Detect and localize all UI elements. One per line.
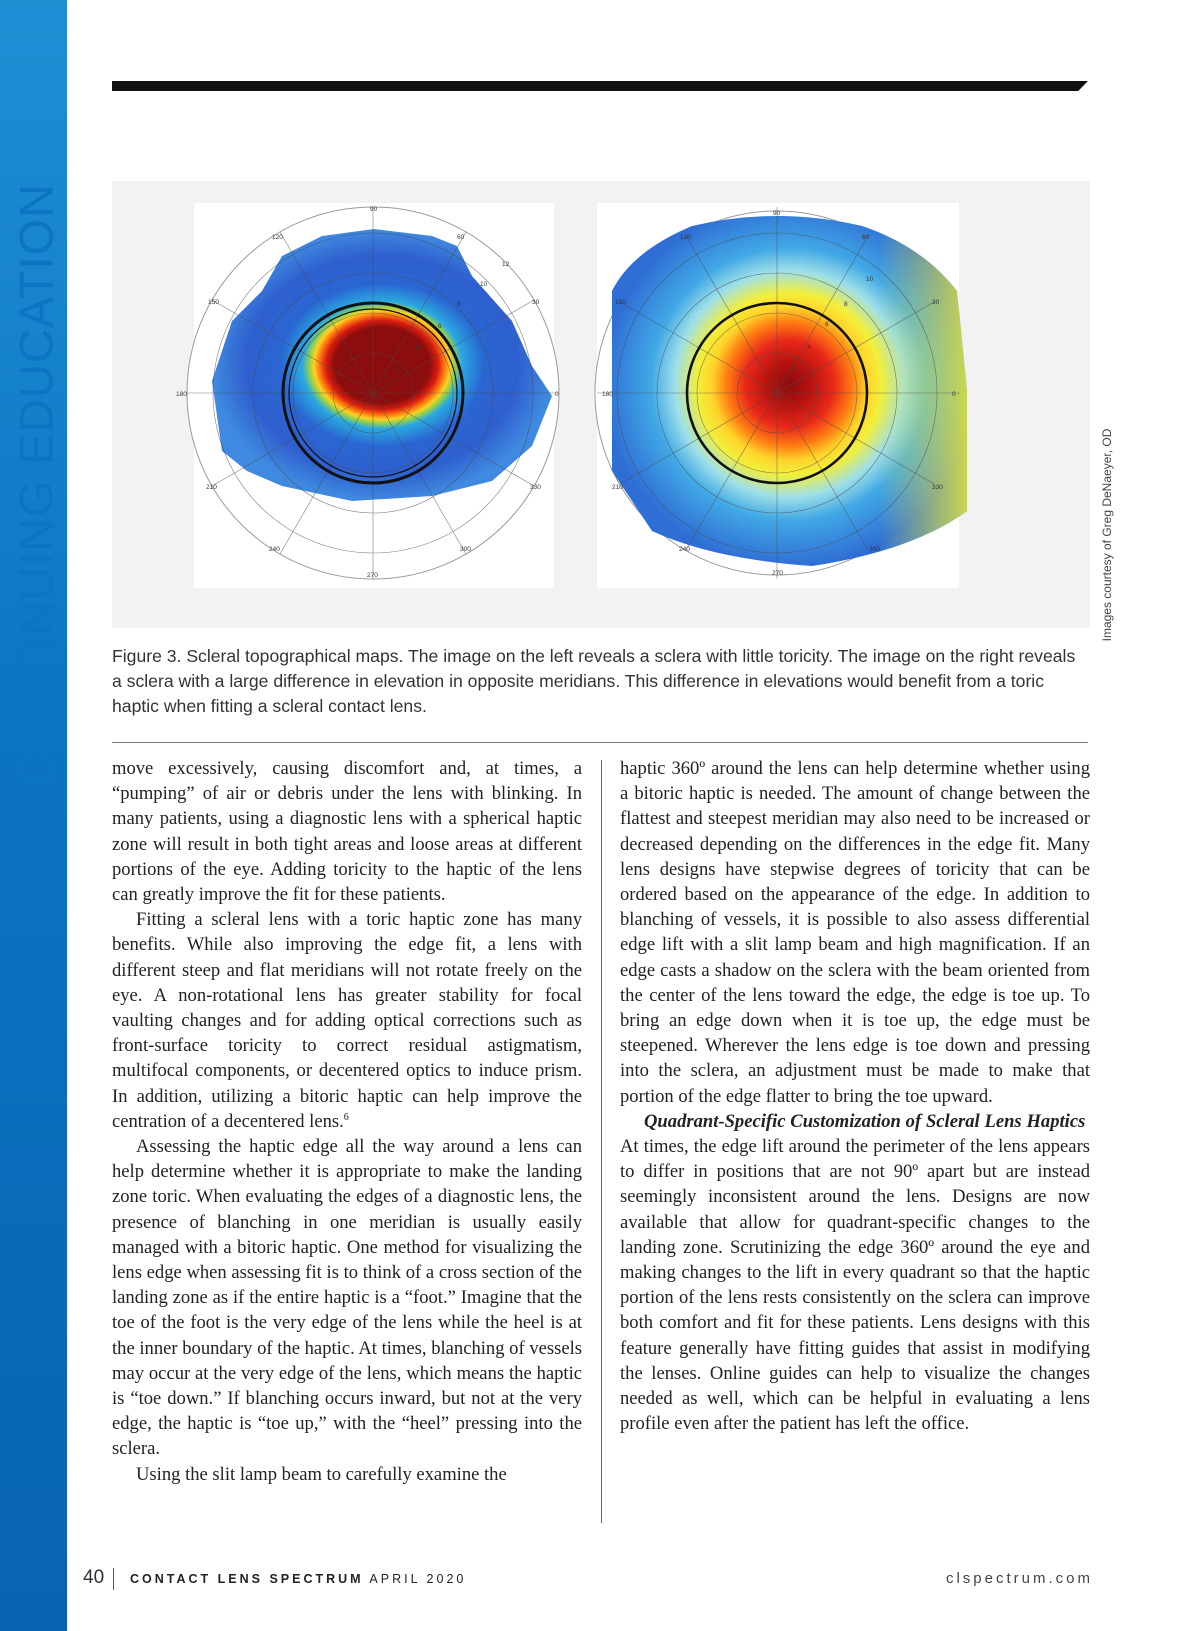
right-column: [620, 756, 1090, 1436]
paragraph: [112, 907, 582, 1134]
svg-text:30: 30: [532, 299, 540, 306]
footnote-ref: 6: [343, 1111, 349, 1123]
svg-text:210: 210: [206, 484, 217, 491]
magazine-title: [130, 1572, 466, 1586]
svg-text:270: 270: [367, 572, 378, 579]
svg-text:210: 210: [612, 484, 623, 491]
svg-text:60: 60: [457, 234, 465, 241]
svg-text:60: 60: [862, 234, 870, 241]
svg-text:240: 240: [269, 546, 280, 553]
top-rule: [112, 81, 1088, 91]
paragraph-text: Fitting a scleral lens with a toric haptic zone has many benefits. While also improving the edge fit, a lens with different steep and flat meridians will not rotate freely on the eye. A non-rotational lens has greater stability for focal vaulting changes and for adding optical corrections such as front-surface toricity to correct residual astigmatism, multifocal components, or decentered optics to induce prism. In addition, utilizing a bitoric haptic can help improve the centration of a decentered lens.: [112, 909, 582, 1132]
svg-text:10: 10: [866, 276, 874, 283]
svg-text:0: 0: [952, 391, 956, 398]
paragraph: haptic 360º around the lens can help determine whether using a bitoric haptic is needed. The amount of change between the flattest and steepest meridian may also need to be increased or decreased depending on the differences in the edge fit. Many lens designs have stepwise degrees of toricity that can be ordered based on the appearance of the edge. In addition to blanching of vessels, it is possible to also assess differential edge lift with a slit lamp beam and high magnification. If an edge casts a shadow on the sclera with the beam oriented from the center of the lens toward the edge, the edge is toe up. To bring an edge down when it is toe up, the edge must be steepened. Wherever the lens edge is toe down and pressing into the sclera, an adjustment must be made to make that portion of the edge flatter to bring the toe upward.: [620, 758, 1090, 1107]
svg-text:330: 330: [932, 484, 943, 491]
paragraph: Using the slit lamp beam to carefully examine the: [136, 1463, 507, 1485]
svg-text:120: 120: [680, 234, 691, 241]
svg-text:4: 4: [416, 344, 420, 351]
website-link[interactable]: clspectrum.com: [945, 1570, 1093, 1587]
svg-text:180: 180: [602, 391, 613, 398]
left-column: [112, 756, 582, 1487]
section-label: CONTINUING EDUCATION: [9, 182, 63, 788]
svg-text:180: 180: [176, 391, 187, 398]
figure-caption: Figure 3. Scleral topographical maps. The image on the left reveals a sclera with little toricity. The image on the right reveals a sclera with a large difference in elevation in opposite meridians. This difference in elevations would benefit from a toric haptic when fitting a scleral contact lens.: [112, 646, 1076, 716]
svg-text:330: 330: [530, 484, 541, 491]
svg-text:2: 2: [792, 366, 796, 373]
svg-text:270: 270: [772, 570, 783, 577]
svg-text:90: 90: [370, 206, 378, 213]
paragraph-text: At times, the edge lift around the perimeter of the lens appears to differ in positions that are not 90º apart but are instead seemingly inconsistent around the lens. Designs are now available that allow for quadrant-specific changes to the landing zone. Scrutinizing the edge 360º around the eye and making changes to the lift in every quadrant so that the haptic portion of the lens rests consistently on the sclera can improve both comfort and fit for these patients. Lens designs with this feature generally have fitting guides that assist in modifying the lenses. Online guides can help to visualize the changes needed as well, which can be helpful in evaluating a lens profile even after the patient has left the office.: [620, 1136, 1090, 1435]
paragraph: Assessing the haptic edge all the way around a lens can help determine whether it is appropriate to make the landing zone toric. When evaluating the edges of a diagnostic lens, the presence of blanching in one meridian is usually easily managed with a bitoric haptic. One method for visualizing the lens edge when assessing fit is to think of a cross section of the landing zone as if the entire haptic is a “foot.” Imagine that the toe of the foot is the very edge of the lens while the heel is at the inner boundary of the haptic. At times, blanching of vessels may occur at the very edge of the lens, which means the haptic is “toe down.” If blanching occurs inward, but not at the very edge, the haptic is “toe up,” with the “heel” pressing into the sclera.: [112, 1136, 582, 1460]
svg-text:10: 10: [480, 281, 488, 288]
paragraph: move excessively, causing discomfort and, at times, a “pumping” of air or debris under the lens with blinking. In many patients, using a diagnostic lens with a spherical haptic zone will result in both tight areas and loose areas at different portions of the eye. Adding toricity to the haptic of the lens can greatly improve the fit for these patients.: [112, 758, 582, 906]
column-divider: [601, 760, 602, 1523]
svg-text:90: 90: [773, 210, 781, 217]
image-credit: Images courtesy of Greg DeNaeyer, OD: [1100, 428, 1114, 642]
subheading: Quadrant-Specific Customization of Scleral Lens Haptics: [644, 1110, 1086, 1132]
svg-text:300: 300: [869, 546, 880, 553]
topography-maps: [112, 181, 1090, 628]
page-number: 40: [83, 1567, 105, 1588]
svg-text:150: 150: [208, 299, 219, 306]
right-topography-map: [595, 203, 967, 588]
issue-date: APRIL 2020: [369, 1572, 467, 1586]
svg-text:0: 0: [555, 391, 559, 398]
svg-text:240: 240: [679, 546, 690, 553]
svg-text:120: 120: [272, 234, 283, 241]
figure-panel: [112, 181, 1090, 628]
svg-text:300: 300: [460, 546, 471, 553]
footer-separator: [113, 1568, 114, 1590]
svg-text:150: 150: [615, 299, 626, 306]
svg-text:8: 8: [844, 301, 848, 308]
svg-text:6: 6: [438, 323, 442, 330]
svg-text:12: 12: [502, 261, 510, 268]
page-footer: [83, 1567, 1093, 1597]
magazine-name: CONTACT LENS SPECTRUM: [130, 1572, 364, 1586]
left-topography-map: [176, 203, 559, 588]
svg-text:4: 4: [807, 344, 811, 351]
svg-text:6: 6: [825, 321, 829, 328]
svg-text:8: 8: [457, 301, 461, 308]
svg-text:30: 30: [932, 299, 940, 306]
paragraph: [620, 1109, 1090, 1437]
caption-rule: [112, 742, 1088, 743]
svg-text:2: 2: [395, 366, 399, 373]
